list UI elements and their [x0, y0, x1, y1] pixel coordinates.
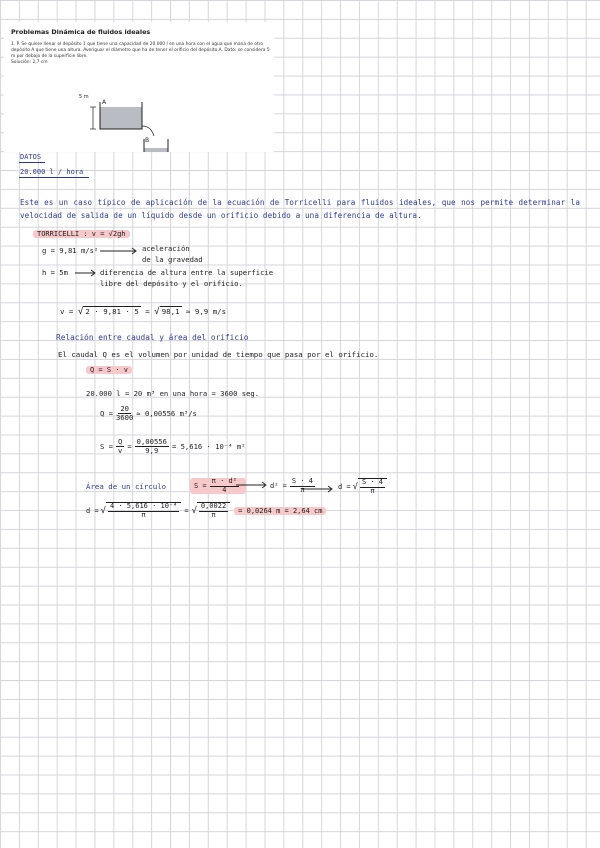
d2-formula: d² = $\frac{S \cdot 4}{\pi}$: [270, 477, 313, 494]
area-formula: S = $\frac{\text{π · d²}}{4}$: [190, 478, 246, 494]
g-definition: g = 9,81 m/s²: [42, 246, 99, 255]
torricelli-label: TORRICELLI :: [37, 230, 88, 238]
q-calculation: Q = $\frac{20}{3600}$ ≈ 0,00556 m³/s: [100, 404, 197, 422]
diagram-label-height: 5 m: [79, 94, 89, 100]
volume-conversion: 20.000 l = 20 m³ en una hora = 3600 seg.: [86, 389, 260, 398]
datos-value-underline: [19, 177, 89, 178]
q-formula: Q = S · v: [86, 366, 132, 374]
velocity-radicand-2: 98,1: [161, 307, 180, 316]
relacion-title: Relación entre caudal y área del orificio: [56, 333, 249, 342]
problem-solution: Solución: 2,7 cm: [11, 60, 48, 66]
g-description-1: aceleración: [142, 244, 190, 253]
tank-diagram: [4, 22, 274, 152]
area-arrow-2: [302, 484, 336, 494]
final-result: = 0,0264 m = 2,64 cm: [234, 507, 326, 515]
torricelli-line: [33, 230, 130, 238]
h-arrow: [75, 268, 99, 278]
problem-card: [4, 22, 274, 152]
caudal-definition: El caudal Q es el volumen por unidad de tiempo que pasa por el orificio.: [58, 350, 379, 359]
diagram-label-a: A: [102, 99, 107, 106]
velocity-radicand: 2 · 9,81 · 5: [85, 307, 139, 316]
area-arrow-1: [236, 480, 270, 490]
datos-underline: [19, 162, 45, 163]
g-arrow: [100, 246, 140, 256]
velocity-calculation: v = √ 2 · 9,81 · 5 = √ 98,1 ≈ 9,9 m/s: [60, 306, 227, 317]
problem-statement: 1. P. Se quiere llenar el depósito 1 que tiene una capacidad de 20.000 l en una hora con el agua que mana de otro depósito A que tiene una altura. Averiguar el diámetro que ha de tener el orificio del depósito A. Dato: se considera 5 m por debajo de la superficie libre. Solución: 2,7 cm: [11, 42, 270, 66]
torricelli-highlight: [33, 230, 130, 238]
s-calculation: S = $\frac{Q}{v}$ = $\frac{0,00556}{9,9}$ = 5,616 · 10⁻⁴ m²: [100, 437, 246, 455]
intro-text: Este es un caso típico de aplicación de la ecuación de Torricelli para fluidos ideales, que nos permite determinar la velocidad de salida de un líquido desde un orificio debido a una diferencia de altura.: [20, 198, 580, 220]
g-description-2: de la gravedad: [142, 255, 203, 264]
diagram-label-b: B: [145, 137, 150, 144]
area-label: Área de un círculo: [86, 482, 167, 491]
datos-label: DATOS: [20, 153, 42, 161]
d-formula: d = √ $\frac{S \cdot 4}{\pi}$: [338, 478, 387, 495]
final-calculation: d = √ $\frac{\text{4 · 5,616 · 10⁻⁴}}{\pi}$ = √ $\frac{0,0022}{\pi}$ = 0,0264 m = 2,64 cm: [86, 502, 326, 519]
datos-value: 20.000 l / hora: [20, 168, 84, 176]
h-description-2: libre del depósito y el orificio.: [100, 279, 243, 288]
problem-title: Problemas Dinámica de fluidos ideales: [11, 28, 151, 36]
torricelli-formula: v = √2gh: [91, 230, 126, 238]
h-definition: h = 5m: [42, 268, 68, 277]
velocity-result: ≈ 9,9 m/s: [186, 307, 227, 316]
h-description-1: diferencia de altura entre la superficie: [100, 268, 274, 277]
